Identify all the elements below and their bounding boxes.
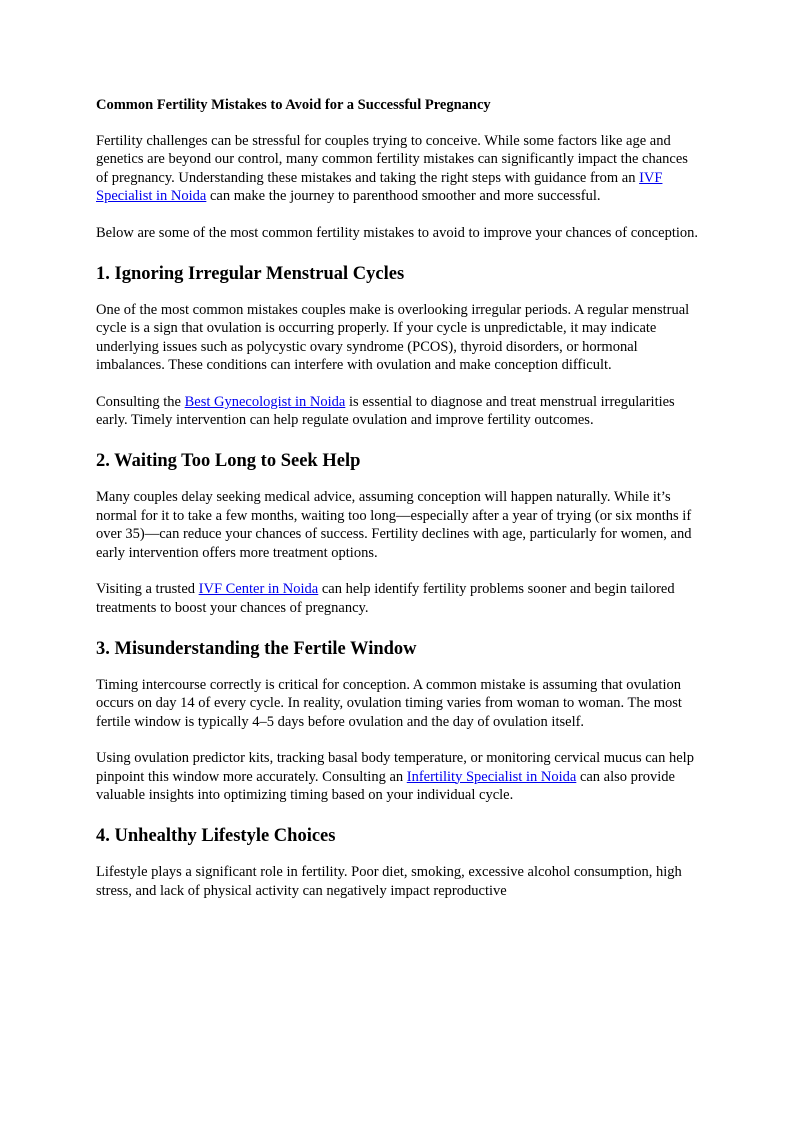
section-1-paragraph-1: One of the most common mistakes couples make is overlooking irregular periods. A regular menstrual cycle is a sign that ovulation is occurring properly. If your cycle is unpredictable, it may indicate underlying issues such as polycystic ovary syndrome (PCOS), thyroid disorders, or hormonal imbalances. These conditions can interfere with ovulation and make conception difficult. [96, 302, 690, 374]
intro-text-after-link: can make the journey to parenthood smoother and more successful. [206, 188, 601, 205]
document-page [96, 96, 700, 918]
section-heading-4: 4. Unhealthy Lifestyle Choices [96, 826, 336, 847]
best-gynecologist-link[interactable]: Best Gynecologist in Noida [184, 393, 346, 410]
section-1-text-before-link: Consulting the [96, 393, 185, 410]
section-1-text-after-link: is essential to diagnose and treat menstrual irregularities early. Timely intervention can help regulate ovulation and improve fertility outcomes. [96, 393, 675, 429]
section-1-paragraph-2 [96, 393, 700, 430]
section-2-text-after-link: can help identify fertility problems sooner and begin tailored treatments to boost your chances of pregnancy. [96, 581, 675, 616]
section-3-text-after-link: can also provide valuable insights into optimizing timing based on your individual cycle. [96, 768, 675, 803]
ivf-specialist-link[interactable]: IVF Specialist in Noida [96, 169, 663, 205]
section-3-text-before-link: Using ovulation predictor kits, tracking basal body temperature, or monitoring cervical mucus can help pinpoint this window more accurately. Consulting an [96, 750, 694, 785]
intro-paragraph-2: Below are some of the most common fertility mistakes to avoid to improve your chances of conception. [96, 224, 699, 241]
infertility-specialist-link[interactable]: Infertility Specialist in Noida [406, 768, 577, 785]
section-heading-3: 3. Misunderstanding the Fertile Window [96, 638, 417, 659]
section-2-text-before-link: Visiting a trusted [96, 581, 199, 598]
section-3-paragraph-1: Timing intercourse correctly is critical for conception. A common mistake is assuming that ovulation occurs on day 14 of every cycle. In reality, ovulation timing varies from woman to woman. The most fertile window is typically 4–5 days before ovulation and the day of ovulation itself. [96, 676, 682, 730]
section-2-paragraph-2 [96, 580, 700, 617]
section-heading-2: 2. Waiting Too Long to Seek Help [96, 451, 361, 472]
section-4-paragraph-1: Lifestyle plays a significant role in fertility. Poor diet, smoking, excessive alcohol consumption, high stress, and lack of physical activity can negatively impact reproductive [96, 864, 682, 899]
ivf-center-link[interactable]: IVF Center in Noida [198, 581, 319, 598]
intro-paragraph [96, 132, 700, 206]
intro-text-before-link: Fertility challenges can be stressful for couples trying to conceive. While some factors like age and genetics are beyond our control, many common fertility mistakes can significantly impact the chances of pregnancy. Understanding these mistakes and taking the right steps with guidance from an [96, 133, 688, 186]
section-3-paragraph-2 [96, 749, 700, 804]
section-2-paragraph-1: Many couples delay seeking medical advice, assuming conception will happen naturally. While it’s normal for it to take a few months, waiting too long—especially after a year of trying (or six months if over 35)—can reduce your chances of success. Fertility declines with age, particularly for women, and early intervention offers more treatment options. [96, 489, 692, 561]
document-title: Common Fertility Mistakes to Avoid for a Successful Pregnancy [96, 97, 491, 113]
section-heading-1: 1. Ignoring Irregular Menstrual Cycles [96, 264, 405, 285]
